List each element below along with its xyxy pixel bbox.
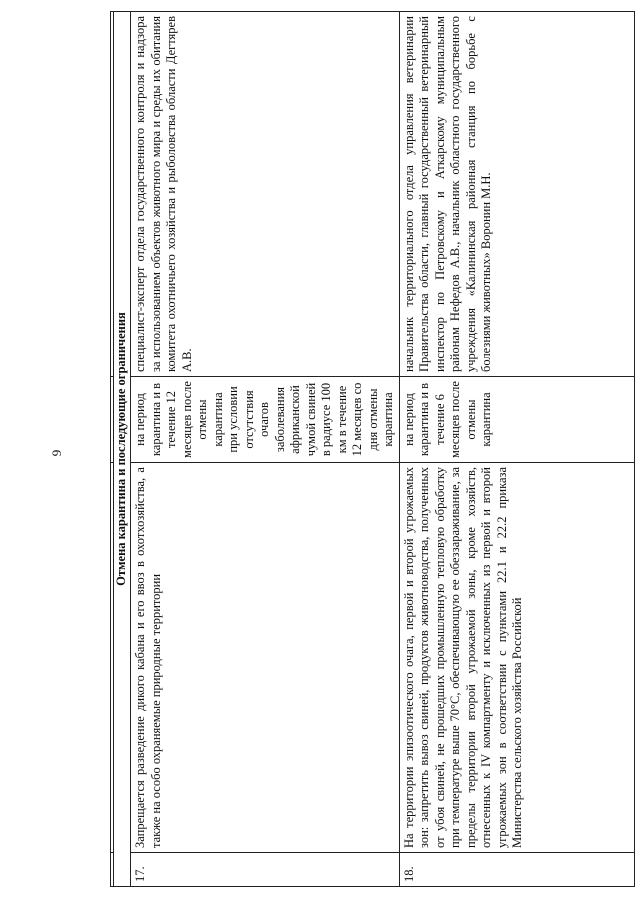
- measure-term: на период карантина и в течение 12 месяцев после отмены карантина при условии отсутствия очагов заболевания африканской чумой свиней в радиусе 100 км в течение 12 месяцев со дня отмены карантина: [131, 377, 400, 463]
- page-number: 9: [49, 449, 64, 457]
- responsible-person: специалист-эксперт отдела государственного контроля и надзора за использованием объектов животного мира и среды их обитания комитета охотничьего хозяйства и рыболовства области Дегтярев А.В.: [131, 12, 400, 377]
- measures-table: [110, 11, 635, 887]
- row-number: 18.: [399, 853, 635, 887]
- table-row: [399, 12, 635, 887]
- measure-term: на период карантина и в течение 6 месяцев после отмены карантина: [399, 377, 635, 463]
- responsible-person: начальник территориального отдела управления ветеринарии Правительства области, главный государственный ветеринарный инспектор по Петровскому и Аткарскому муниципальным районам Нефедов А.В., начальник областного государственного учреждения «Калининская районная станция по борьбе с болезнями животных» Воронин М.Н.: [399, 12, 635, 377]
- row-number: 17.: [131, 853, 400, 887]
- section-title: Отмена карантина и последующие ограничения: [114, 12, 131, 887]
- measure-description: На территории эпизоотического очага, первой и второй угрожаемых зон: запретить вывоз свиней, продуктов животноводства, полученных от убоя свиней, не прошедших промышленную тепловую обработку при температуре выше 70°С, обеспечивающую ее обеззараживание, за пределы территории второй угрожаемой зоны, кроме хозяйств, отнесенных к IV компартменту и исключенных из первой и второй угрожаемых зон в соответствии с пунктами 22.1 и 22.2 приказа Министерства сельского хозяйства Российской: [399, 463, 635, 853]
- section-header-row: [114, 12, 131, 887]
- measure-description: Запрещается разведение дикого кабана и его ввоз в охотхозяйства, а также на особо охраняемые природные территории: [131, 463, 400, 853]
- table-row: [131, 12, 400, 887]
- document-table-wrapper: [110, 12, 635, 887]
